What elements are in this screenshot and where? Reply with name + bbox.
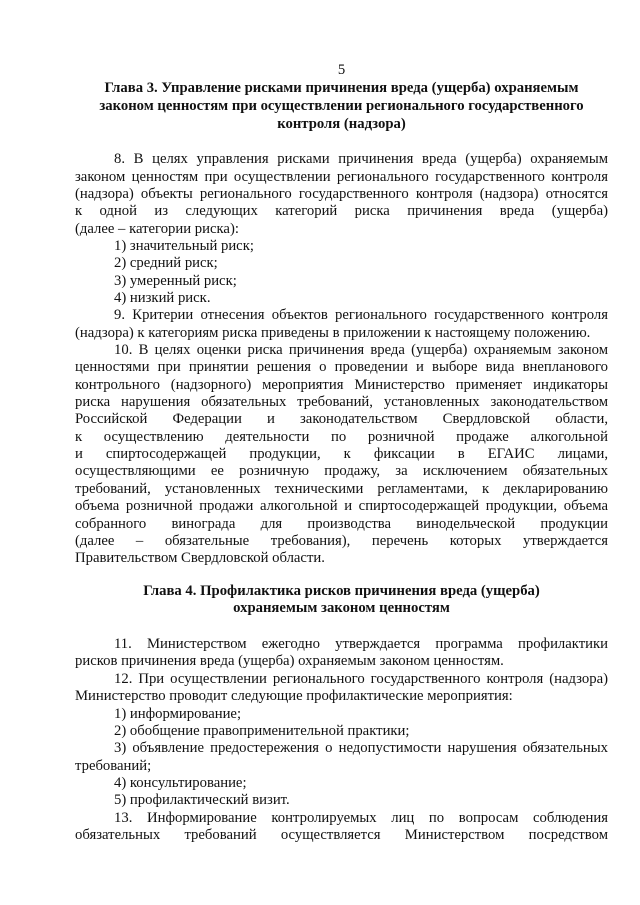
text-line: к одной из следующих категорий риска причинения вреда (ущерба) <box>75 203 608 220</box>
heading-line: контроля (надзора) <box>277 116 406 132</box>
text-line: контрольного (надзорного) мероприятия Министерство применяет индикаторы <box>75 376 608 393</box>
paragraph-9 <box>75 307 608 342</box>
text-line: осуществляющими ее розничную продажу, за исключением обязательных <box>75 463 608 480</box>
text-line: Министерство проводит следующие профилактические мероприятия: <box>75 688 513 705</box>
text-line: 4) консультирование; <box>114 774 247 791</box>
text-line: и спиртосодержащей продукции, к фиксации в ЕГАИС лицами, <box>75 446 608 463</box>
text-line: требований, установленных техническими регламентами, к декларированию <box>75 480 608 497</box>
text-line: 3) умеренный риск; <box>114 272 237 289</box>
list-item-3 <box>75 273 608 290</box>
list-item-4 <box>75 290 608 307</box>
list-item-3 <box>75 740 608 775</box>
heading-line: охраняемым законом ценностям <box>233 600 450 617</box>
text-line: (надзора) к категориям риска приведены в приложении к настоящему положению. <box>75 324 591 341</box>
text-line: Российской Федерации и законодательством Свердловской области, <box>75 411 608 428</box>
heading-line: законом ценностям при осуществлении регионального государственного <box>99 98 584 114</box>
text-line: Правительством Свердловской области. <box>75 550 325 567</box>
text-line: 3) объявление предостережения о недопустимости нарушения обязательных <box>114 740 608 757</box>
text-line: 2) средний риск; <box>114 255 218 272</box>
paragraph-12 <box>75 671 608 706</box>
text-line: рисков причинения вреда (ущерба) охраняемым законом ценностям. <box>75 653 504 670</box>
page-content <box>75 61 608 844</box>
heading-line: Глава 3. Управление рисками причинения вреда (ущерба) охраняемым <box>104 80 579 96</box>
text-line: 12. При осуществлении регионального государственного контроля (надзора) <box>114 670 608 687</box>
text-line: требований; <box>75 757 152 774</box>
text-line: 1) значительный риск; <box>114 238 254 255</box>
text-line: 8. В целях управления рисками причинения вреда (ущерба) охраняемым <box>114 151 608 168</box>
text-line: (далее – категории риска): <box>75 220 239 237</box>
text-line: 2) обобщение правоприменительной практики; <box>114 722 410 739</box>
list-item-1 <box>75 238 608 255</box>
heading-line: Глава 4. Профилактика рисков причинения вреда (ущерба) <box>143 583 540 600</box>
text-line: 1) информирование; <box>114 705 242 722</box>
chapter-4-heading <box>75 583 608 618</box>
text-line: законом ценностям при осуществлении регионального государственного контроля <box>75 168 608 185</box>
list-item-2 <box>75 255 608 272</box>
text-line: 9. Критерии отнесения объектов регионального государственного контроля <box>114 307 608 324</box>
chapter-4-body <box>75 636 608 844</box>
text-line: 4) низкий риск. <box>114 290 211 307</box>
text-line: 13. Информирование контролируемых лиц по вопросам соблюдения <box>114 809 608 826</box>
list-item-2 <box>75 723 608 740</box>
text-line: (надзора) объекты регионального государственного контроля (надзора) относятся <box>75 185 608 202</box>
text-line: 11. Министерством ежегодно утверждается программа профилактики <box>114 636 608 653</box>
chapter-3-heading <box>75 79 608 133</box>
list-item-4 <box>75 775 608 792</box>
list-item-1 <box>75 706 608 723</box>
paragraph-10 <box>75 342 608 567</box>
paragraph-13 <box>75 810 608 845</box>
paragraph-8 <box>75 151 608 238</box>
text-line: 5) профилактический визит. <box>114 792 290 809</box>
text-line: 10. В целях оценки риска причинения вреда (ущерба) охраняемым законом <box>114 342 608 359</box>
text-line: (далее – обязательные требования), перечень которых утверждается <box>75 532 608 549</box>
chapter-3-body <box>75 151 608 567</box>
text-line: собранного винограда для производства винодельческой продукции <box>75 515 608 532</box>
text-line: к осуществлению деятельности по розничной продаже алкогольной <box>75 428 608 445</box>
text-line: риска нарушения обязательных требований, установленных законодательством <box>75 394 608 411</box>
page-number: 5 <box>337 62 346 78</box>
text-line: объема розничной продажи алкогольной и спиртосодержащей продукции, объема <box>75 498 608 515</box>
list-item-5 <box>75 792 608 809</box>
text-line: ценностями при принятии решения о проведении и выборе вида внепланового <box>75 359 608 376</box>
text-line: обязательных требований осуществляется Министерством посредством <box>75 826 608 843</box>
paragraph-11 <box>75 636 608 671</box>
